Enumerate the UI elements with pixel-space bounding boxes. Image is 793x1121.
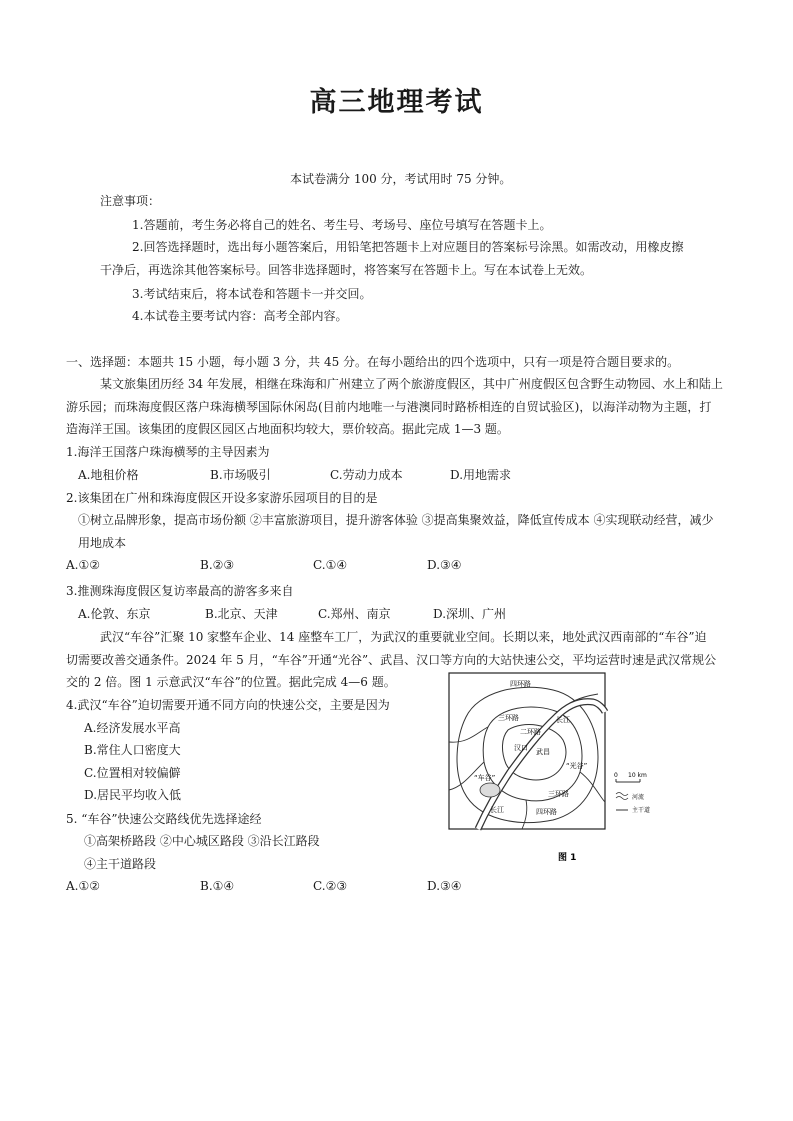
question-stem: 3.推测珠海度假区复访率最高的游客多来自	[66, 584, 294, 598]
question-body: ①高架桥路段 ②中心城区路段 ③沿长江路段	[84, 834, 320, 848]
chegu-region	[480, 783, 500, 797]
option-c: C.②③	[313, 879, 348, 893]
notice-item: 2.回答选择题时，选出每小题答案后，用铅笔把答题卡上对应题目的答案标号涂黑。如需改动，用橡皮擦	[132, 240, 684, 254]
label-ring4-bottom: 四环路	[536, 808, 557, 816]
label-river-left: 长江	[490, 806, 504, 814]
legend-river-icon	[616, 793, 628, 800]
passage-line: 某文旅集团历经 34 年发展，相继在珠海和广州建立了两个旅游度假区，其中广州度假区包含野生动物园、水上和陆上	[100, 377, 723, 391]
legend-road-label: 主干道	[632, 807, 651, 814]
option-d: D.居民平均收入低	[84, 788, 182, 802]
label-guanggu: “光谷”	[566, 762, 588, 770]
option-a: A.①②	[66, 879, 100, 893]
question-body: ④主干道路段	[84, 857, 157, 871]
passage-line: 切需要改善交通条件。2024 年 5 月，“车谷”开通“光谷”、武昌、汉口等方向的大站快速公交，平均运营时速是武汉常规公	[66, 653, 717, 667]
option-c: C.位置相对较偏僻	[84, 766, 181, 780]
label-ring2: 二环路	[520, 728, 541, 736]
question-stem: 1.海洋王国落户珠海横琴的主导因素为	[66, 445, 270, 459]
option-a: A.①②	[66, 558, 100, 572]
option-d: D.用地需求	[450, 468, 512, 482]
passage-line: 武汉“车谷”汇聚 10 家整车企业、14 座整车工厂，为武汉的重要就业空间。长期以来，地处武汉西南部的“车谷”迫	[100, 630, 707, 644]
notice-item: 3.考试结束后，将本试卷和答题卡一并交回。	[132, 287, 372, 301]
label-ring4-top: 四环路	[510, 680, 531, 688]
section-heading: 一、选择题：本题共 15 小题，每小题 3 分，共 45 分。在每小题给出的四个选项中，只有一项是符合题目要求的。	[66, 355, 680, 369]
label-wuchang: 武昌	[536, 748, 550, 756]
question-stem: 5. “车谷”快速公交路线优先选择途经	[66, 812, 262, 826]
option-a: A.伦敦、东京	[78, 607, 151, 621]
question-body: 用地成本	[78, 536, 127, 550]
label-hankou: 汉口	[514, 744, 528, 752]
question-stem: 4.武汉“车谷”迫切需要开通不同方向的快速公交，主要是因为	[66, 698, 390, 712]
option-b: B.②③	[200, 558, 235, 572]
label-ring3-bottom: 三环路	[548, 790, 569, 798]
option-d: D.③④	[427, 879, 462, 893]
option-d: D.深圳、广州	[433, 607, 507, 621]
notice-item: 4.本试卷主要考试内容：高考全部内容。	[132, 309, 348, 323]
option-b: B.北京、天津	[205, 607, 278, 621]
option-c: C.①④	[313, 558, 348, 572]
scale-zero: 0	[614, 772, 618, 779]
option-b: B.①④	[200, 879, 235, 893]
option-c: C.郑州、南京	[318, 607, 391, 621]
scale-length: 10 km	[628, 772, 647, 779]
notice-heading: 注意事项：	[100, 194, 161, 208]
page-title: 高三地理考试	[309, 87, 484, 118]
option-a: A.地租价格	[78, 468, 139, 482]
passage-line: 造海洋王国。该集团的度假区园区占地面积均较大，票价较高。据此完成 1—3 题。	[66, 422, 509, 436]
option-a: A.经济发展水平高	[84, 721, 181, 735]
option-c: C.劳动力成本	[330, 468, 403, 482]
passage-line: 交的 2 倍。图 1 示意武汉“车谷”的位置。据此完成 4—6 题。	[66, 675, 396, 689]
legend-river-label: 河流	[632, 794, 645, 801]
question-body: ①树立品牌形象，提高市场份额 ②丰富旅游项目，提升游客体验 ③提高集聚效益，降低宣传成本 ④实现联动经营，减少	[78, 513, 714, 527]
option-b: B.常住人口密度大	[84, 743, 181, 757]
figure-caption: 图 1	[558, 853, 577, 863]
label-ring3: 三环路	[498, 714, 519, 722]
passage-line: 游乐园；而珠海度假区落户珠海横琴国际休闲岛(目前内地唯一与港澳同时路桥相连的自贸试验区)，以海洋动物为主题，打	[66, 400, 712, 414]
label-river: 长江	[556, 716, 570, 724]
option-b: B.市场吸引	[210, 468, 271, 482]
option-d: D.③④	[427, 558, 462, 572]
label-chegu: “车谷”	[474, 774, 496, 782]
question-stem: 2.该集团在广州和珠海度假区开设多家游乐园项目的目的是	[66, 491, 378, 505]
figure-1-map	[448, 672, 726, 872]
notice-item: 1.答题前，考生务必将自己的姓名、考生号、考场号、座位号填写在答题卡上。	[132, 218, 552, 232]
notice-item: 干净后，再选涂其他答案标号。回答非选择题时，将答案写在答题卡上。写在本试卷上无效。	[100, 263, 593, 277]
exam-info: 本试卷满分 100 分，考试用时 75 分钟。	[290, 172, 512, 186]
